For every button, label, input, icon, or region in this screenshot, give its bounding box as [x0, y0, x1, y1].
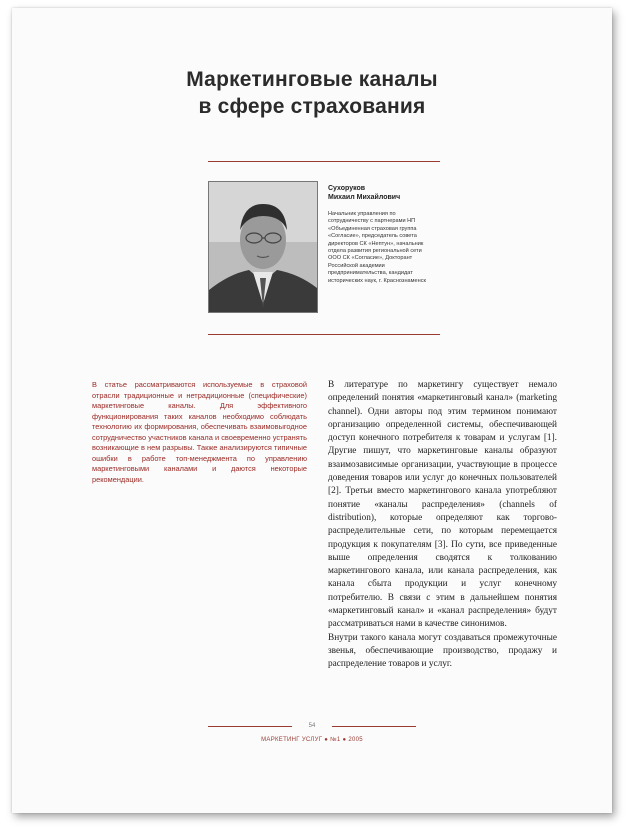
author-name [328, 184, 438, 202]
footer-rule-left [208, 726, 292, 727]
author-given-names: Михаил Михайлович [328, 194, 401, 201]
author-surname: Сухоруков [328, 185, 366, 192]
journal-footer: МАРКЕТИНГ УСЛУГ ● №1 ● 2005 [261, 737, 363, 743]
title-line-1: Маркетинговые каналы [186, 68, 438, 91]
title-line-2: в сфере страхования [198, 95, 426, 118]
article-body: В литературе по маркетингу существует немало определений понятия «маркетинговый канал» (marketing channel). Одни авторы под этим термином понимают организацию определенной системы, обеспечивающей доступ конечного потребителя к товарам и услугам [1]. Другие пишут, что маркетинговые каналы образуют взаимозависимые организации, участвующие в процессе доведения товаров или услуг до конечных пользователей [2]. Третьи вместо маркетингового канала употребляют понятие «каналы распределения» (channels of distribution), которые определяют как торгово-распределительные сети, по которым перемещается продукция к покупателям [3]. По сути, все приведенные выше определения сводятся к толкованию маркетингового канала, или канала распределения, как канала сбыта продукции и услуг конечному потребителю. В связи с этим в дальнейшем понятия «маркетинговый канал» и «канал распределения» будут рассматриваться нами в качестве синонимов. Внутри такого канала могут создаваться промежуточные звенья, обеспечивающие производство, продажу и распределение товаров и услуг. [328, 380, 557, 670]
article-title [12, 66, 612, 120]
author-bio: Начальник управления по сотрудничеству с партнерами НП «Объединенная страховая группа «Согласие», председатель совета директоров СК «Нептун», начальник отдела развития региональной сети ООО СК «Согласие», Докторант Российской академии предпринимательства, кандидат исторических наук, г. Краснознаменск [328, 211, 426, 284]
page-number: 54 [308, 723, 316, 729]
abstract: В статье рассматриваются используемые в страховой отрасли традиционные и нетрадиционные (специфические) маркетинговые каналы. Для эффективного функционирования таких каналов необходимо соблюдать технологию их формирования, обеспечивать взаимовыгодное сотрудничество участников канала и своевременно устранять возникающие в нем разрывы. Также анализируются типичные ошибки в работе топ-менеджмента по управлению маркетинговыми каналами и даются некоторые рекомендации. [92, 380, 307, 484]
footer-rule-right [332, 726, 416, 727]
mid-divider [208, 334, 440, 335]
journal-page [12, 8, 612, 813]
author-photo [208, 181, 318, 313]
top-divider [208, 161, 440, 162]
